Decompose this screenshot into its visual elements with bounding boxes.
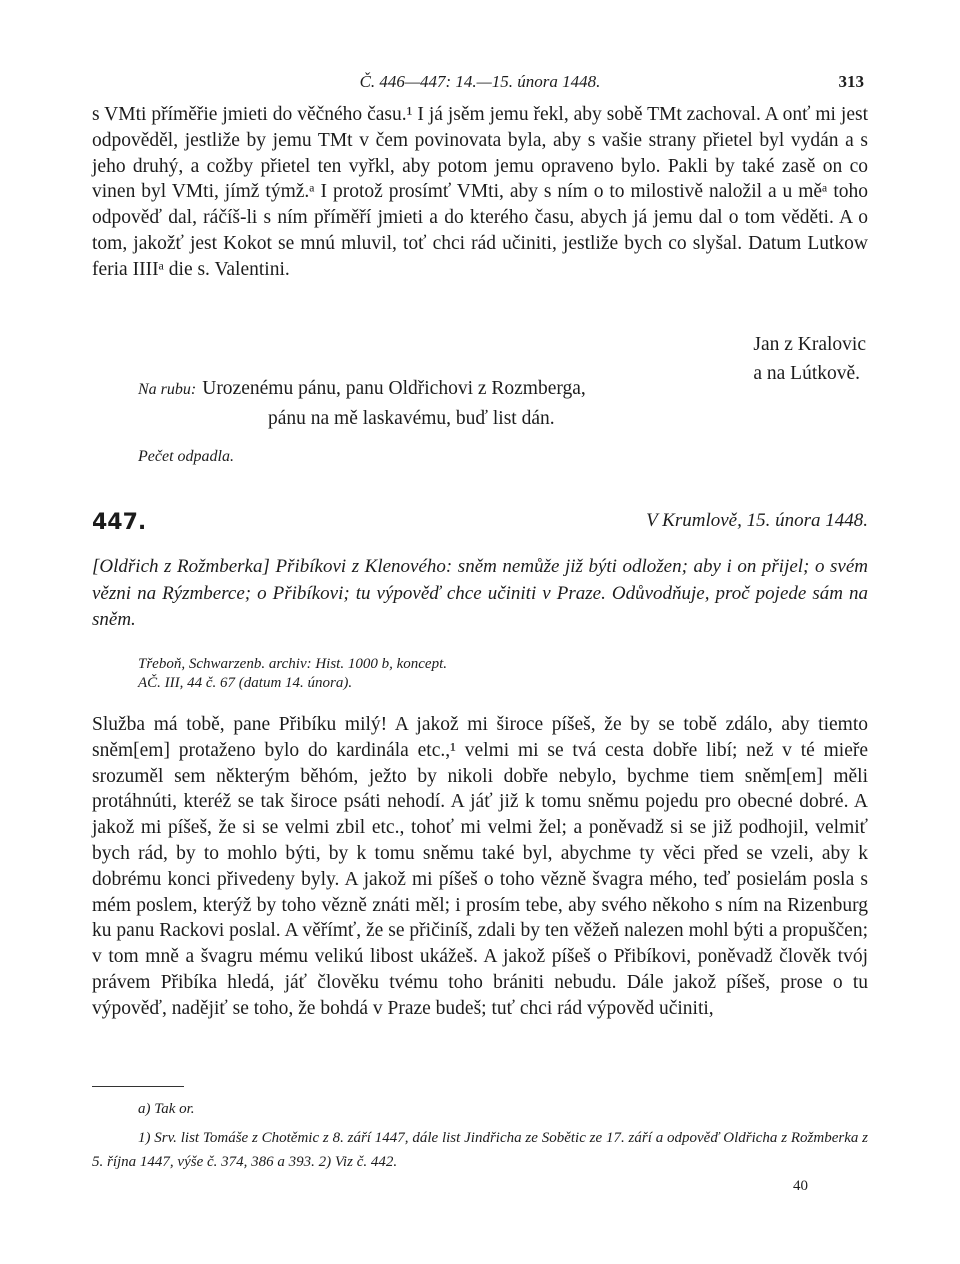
doc447-body-wrap (92, 712, 868, 1022)
address-line-2: pánu na mě laskavému, buď list dán. (268, 408, 555, 429)
seal-note: Pečet odpadla. (138, 448, 234, 465)
page-number: 313 (838, 72, 864, 91)
address-line-1: Urozenému pánu, panu Oldřichovi z Rozmberga, (202, 378, 586, 399)
doc447-body: Služba má tobě, pane Přibíku milý! A jakož mi široce píšeš, že by se tobě zdálo, aby tiemto sněm[em] protaženo bylo do kardinála etc.,¹ velmi mi se tvá cesta dobře libí; než v té mieře srozuměl sem některým běhóm, ježto by nikoli dobře nebylo, bychme tiem sněm[em] měli protáhnúti, kteréž se tak široce psáti nehodí. A jáť již k tomu sněmu pojedu pro obecné dobré. A jakož mi píšeš, že si se velmi zbil etc., tohoť mi velmi žel; a poněvadž si se již podhojil, velmiť bych rád, by to mohlo býti, by k tomu sněmu také byl, abychme ty věci před se vzeli, aby k dobrému konci přivedeny byly. A jakož mi píšeš o toho vězně švagra mého, teď posielám posla s mém poslem, kterýž by toho vězně znáti měl; i prosím tebe, aby svého někoho s ním na Rizenburg ku panu Rackovi poslal. A věřímť, že se přičiníš, zdali by ten věžeň nalezen mohl býti a propuščen; v tom mně a švagru mému velikú libost ukážeš. A jakož píšeš o Přibíkovi, poněvadž člověk tvój právem Přibíka hledá, jáť člověku tvému toho brániti nebudu. Dále jakož píšeš, prose o tu výpověď, nadějiť se toho, že bohdá v Praze budeš; tuť chci rád výpověd učiniti, (92, 714, 868, 1019)
doc447-heading (92, 510, 868, 540)
signoff-line-1: Jan z Kralovic (753, 334, 866, 355)
signoff (753, 330, 866, 388)
footnote-1: 1) Srv. list Tomáše z Chotěmic z 8. září 1447, dále list Jindřicha ze Sobětic ze 17. září a odpověď Oldřicha z Rožmberka z 5. října 1447, výše č. 374, 386 a 393. 2) Viz č. 442. (92, 1130, 868, 1170)
doc447-number: 447. (92, 510, 147, 535)
signoff-line-2: a na Lútkově. (753, 363, 861, 384)
address-block (138, 374, 586, 433)
page (92, 72, 868, 1194)
address-label: Na rubu: (138, 381, 197, 398)
doc447-place-date: V Krumlově, 15. února 1448. (646, 510, 868, 531)
source-edition: AČ. III, 44 č. 67 (datum 14. února). (138, 675, 353, 691)
running-title: Č. 446—447: 14.—15. února 1448. (359, 72, 601, 91)
doc446-text: s VMti příměřie jmieti do věčného času.¹ I já jsěm jemu řekl, aby sobě TMt zachoval. A onť mi jest odpověděl, jestliže by jemu TMt v čem povinovata byla, aby s vašie strany přietel byl vydán a s jeho druhý, a cožby přietel ten vyřkl, aby potom jemu opraveno bylo. Pakli by také zasě on co vinen byl VMti, jímž týmž.ᵃ I protož prosímť VMti, aby s ním o to milostivě naložil a u měᵃ toho odpověď dal, ráčíš-li s ním příměří jmieti a do kterého času, abych já jemu dal o tom věděti. A o tom, jakožť jest Kokot se mnú mluvil, toť chci rád učiniti, jestliže bych co slyšal. Datum Lutkow feria IIIIᵃ die s. Valentini. (92, 104, 868, 280)
printer-signature-mark: 40 (793, 1178, 808, 1194)
doc447-regest: [Oldřich z Rožmberka] Přibíkovi z Klenového: sněm nemůže již býti odložen; aby i on přijel; o svém vězni na Rýzmberce; o Přibíkovi; tu výpověď chce učiniti v Praze. Odůvodňuje, proč pojede sám na sněm. (92, 556, 868, 630)
footnote-a: a) Tak or. (138, 1101, 195, 1117)
footnote-rule (92, 1086, 184, 1087)
running-header (92, 72, 868, 102)
doc447-sources (138, 655, 447, 693)
source-archive: Třeboň, Schwarzenb. archiv: Hist. 1000 b, koncept. (138, 656, 447, 672)
